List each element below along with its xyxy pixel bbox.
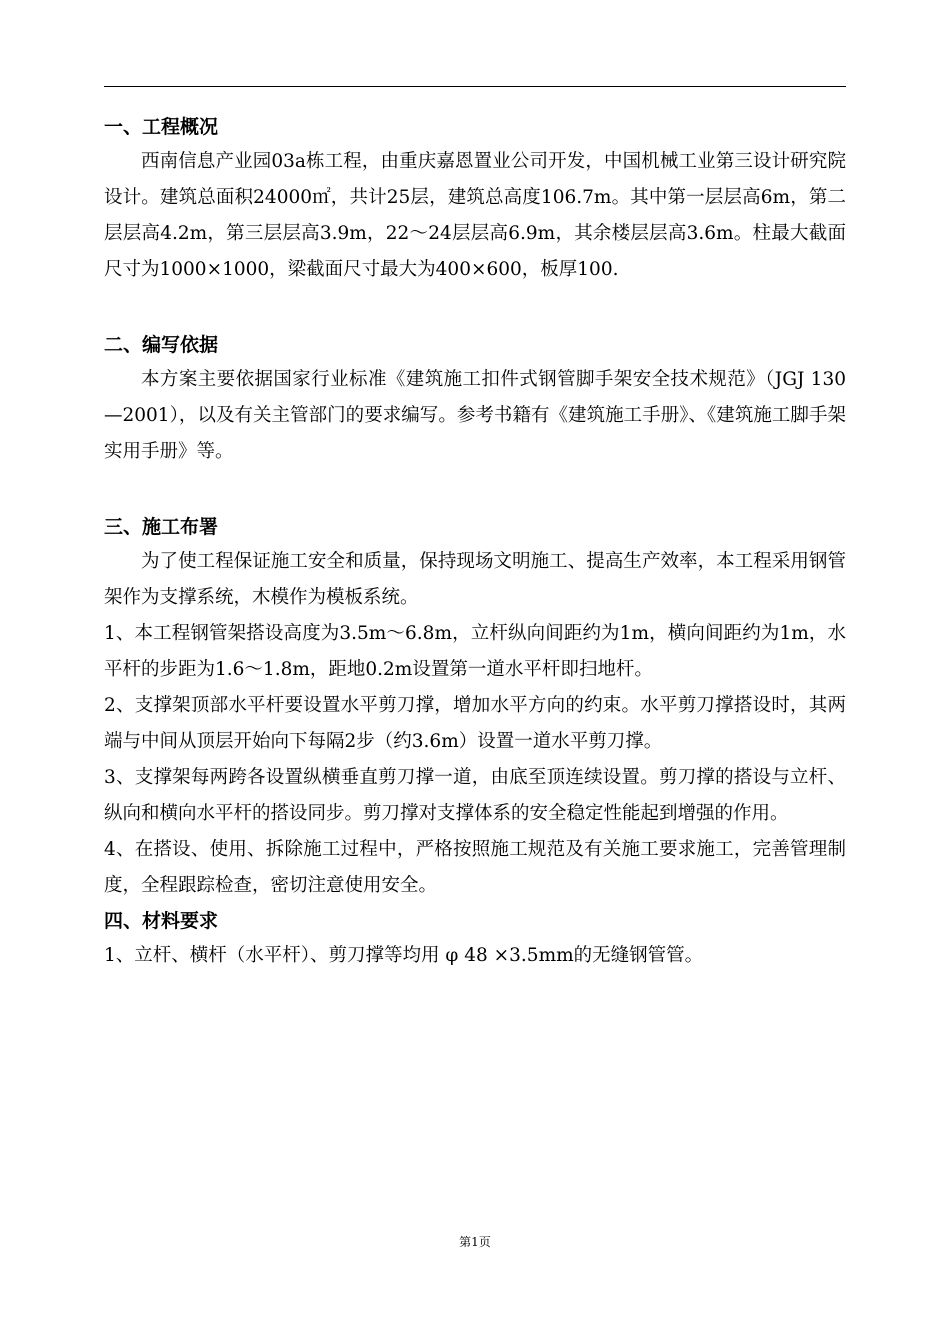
list-item: 2、支撑架顶部水平杆要设置水平剪刀撑，增加水平方向的约束。水平剪刀撑搭设时，其两端与中间从顶层开始向下每隔2步（约3.6m）设置一道水平剪刀撑。 bbox=[104, 695, 846, 752]
paragraph: 本方案主要依据国家行业标准《建筑施工扣件式钢管脚手架安全技术规范》（JGJ 130—2001），以及有关主管部门的要求编写。参考书籍有《建筑施工手册》、《建筑施工脚手架实用手册》等。 bbox=[104, 369, 846, 462]
section-heading: 二、编写依据 bbox=[104, 334, 219, 356]
list-item: 3、支撑架每两跨各设置纵横垂直剪刀撑一道，由底至顶连续设置。剪刀撑的搭设与立杆、纵向和横向水平杆的搭设同步。剪刀撑对支撑体系的安全稳定性能起到增强的作用。 bbox=[104, 767, 846, 824]
list-item: 4、在搭设、使用、拆除施工过程中，严格按照施工规范及有关施工要求施工，完善管理制度，全程跟踪检查，密切注意使用安全。 bbox=[104, 839, 846, 896]
page-number: 第1页 bbox=[459, 1235, 491, 1249]
section-heading: 一、工程概况 bbox=[104, 116, 219, 138]
list-item: 1、立杆、横杆（水平杆）、剪刀撑等均用 φ 48 ×3.5mm的无缝钢管管。 bbox=[104, 945, 704, 966]
document-body bbox=[104, 110, 846, 974]
list-item: 1、本工程钢管架搭设高度为3.5m～6.8m，立杆纵向间距约为1m，横向间距约为1m，水平杆的步距为1.6～1.8m，距地0.2m设置第一道水平杆即扫地杆。 bbox=[104, 623, 846, 680]
header-rule bbox=[104, 86, 846, 87]
section-heading: 四、材料要求 bbox=[104, 910, 219, 932]
paragraph: 西南信息产业园03a栋工程，由重庆嘉恩置业公司开发，中国机械工业第三设计研究院设计。建筑总面积24000㎡，共计25层，建筑总高度106.7m。其中第一层层高6m，第二层层高4.2m，第三层层高3.9m，22～24层层高6.9m，其余楼层层高3.6m。柱最大截面尺寸为1000×1000，梁截面尺寸最大为400×600，板厚100. bbox=[104, 151, 846, 280]
spacer bbox=[104, 470, 846, 510]
spacer bbox=[104, 288, 846, 328]
section-heading: 三、施工布署 bbox=[104, 516, 219, 538]
paragraph: 为了使工程保证施工安全和质量，保持现场文明施工、提高生产效率，本工程采用钢管架作为支撑系统，木模作为模板系统。 bbox=[104, 551, 846, 608]
